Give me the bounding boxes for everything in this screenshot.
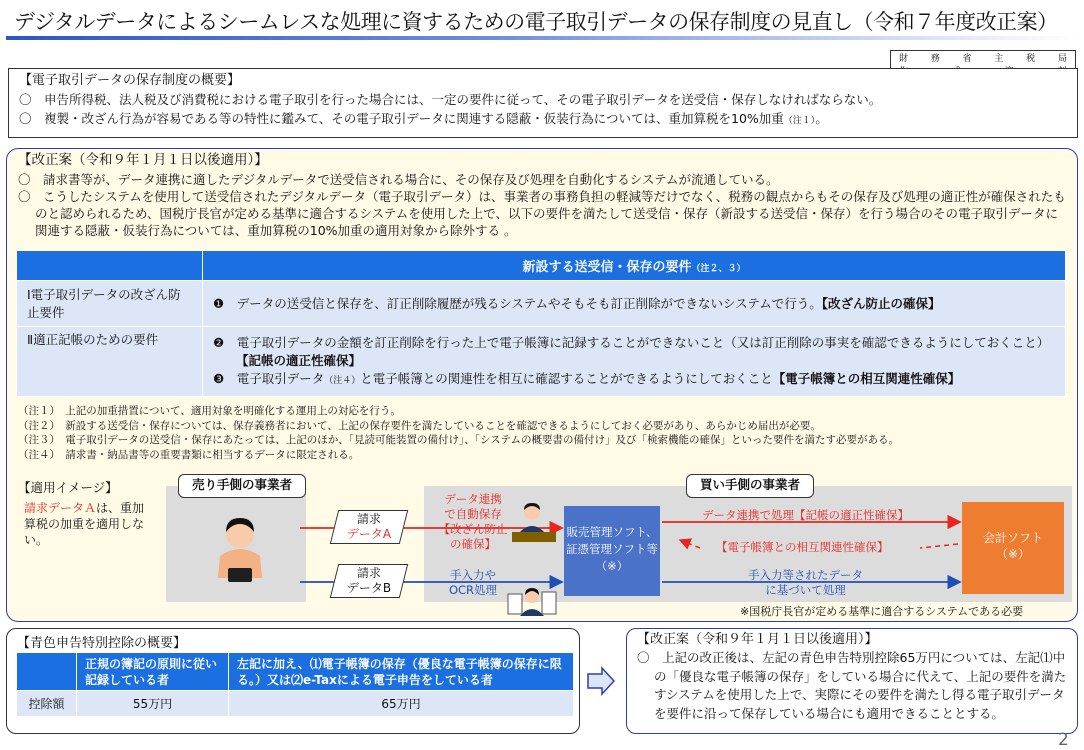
overview-line2: 〇 複製・改ざん行為が容易である等の特性に鑑みて、その電子取引データに関連する隠蔽・仮装行為については、重加算税を10%加重（注１）。 (19, 111, 828, 126)
footnote-1: （注１） 上記の加重措置について、適用対象を明確化する運用上の対応を行う。 (18, 405, 401, 417)
auto-save-label: データ連携 で自動保存 【改ざん防止 の確保】 (438, 492, 508, 551)
cross-reference-label: 【電子帳簿との相互関連性確保】 (716, 540, 889, 554)
blue-return-col1: 正規の簿記の原則に従い記録している者 (77, 653, 229, 691)
proposal-heading: 【改正案（令和９年１月１日以後適用）】 (18, 152, 268, 168)
overview-box (8, 68, 1078, 138)
requirements-header-blank (17, 251, 203, 281)
accounting-software: 会計ソフト （※） (962, 502, 1064, 594)
blue-return-heading: 【青色申告特別控除の概要】 (17, 636, 187, 651)
overview-heading: 【電子取引データの保存制度の概要】 (19, 73, 241, 88)
invoice-data-b: 請求 データB (330, 564, 408, 598)
requirement-label-1: Ⅰ電子取引データの改ざん防止要件 (17, 281, 203, 327)
requirements-table (16, 250, 1066, 397)
requirement-text-2: ❷ 電子取引データの金額を訂正削除を行った上で電子帳簿に記録することができないこと（又は訂正削除の事実を確認できるようにしておくこと）【記帳の適正性確保】 ❸ 電子取引データ（注４）と電子帳簿との関連性を相互に確認することができるようにしておくこと【電子帳簿との相互関連性確保】 (203, 327, 1066, 397)
sales-management-software: 販売管理ソフト、 証憑管理ソフト等 （※） (564, 506, 660, 596)
proposal-para1: 〇 請求書等が、データ連携に適したデジタルデータで送受信される場合に、その保存及び処理を自動化するシステムが流通している。 (18, 172, 779, 187)
footnote-2: （注２） 新設する送受信・保存については、保存義務者において、上記の保存要件を満たしていることを確認できるようにしておく必要があり、あらかじめ届出が必要。 (18, 419, 821, 432)
requirement-text-1: ❶ データの送受信と保存を、訂正削除履歴が残るシステムやそもそも訂正削除ができないシステムで行う。【改ざん防止の確保】 (203, 281, 1066, 327)
footnote-4: （注４） 請求書・納品書等の重要書類に相当するデータに限定される。 (18, 448, 360, 461)
invoice-data-a: 請求 データA (330, 510, 408, 544)
proposal-para2: 〇 こうしたシステムを使用して送受信されたデジタルデータ（電子取引データ）は、事業者の事務負担の軽減等だけでなく、税務の観点からもその保存及び処理の適正性が確保されたものと認められるため、国税庁長官が定める基準に適合するシステムを使用した上で、以下の要件を満たして送受信・保存（新設する送受信・保存）を行う場合のその電子取引データに関連する隠蔽・仮装行為については、重加算税の10%加重の適用対象から除外する 。 (18, 189, 1066, 238)
image-heading: 【適用イメージ】 (18, 480, 118, 495)
buyer-label: 買い手側の事業者 (686, 474, 814, 498)
busy-worker-icon (506, 586, 558, 618)
proposal-text (18, 152, 1070, 239)
blue-return-table (16, 652, 574, 717)
revision-text: 〇 上記の改正後は、左記の青色申告特別控除65万円については、左記⑴中の「優良な電子帳簿の保存」をしている場合に代えて、上記の要件を満たすシステムを使用した上で、実際にその要件を満たし得る電子取引データを要件に沿って保存している場合にも適用できることとする。 (637, 650, 1067, 721)
deduction-label: 控除額 (17, 691, 77, 717)
manual-processing-label: 手入力等されたデータ に基づいて処理 (748, 568, 863, 597)
title-underline (6, 36, 1078, 40)
system-requirement-note: ※国税庁長官が定める基準に適合するシステムである必要 (740, 605, 1024, 618)
footnote-3: （注３） 電子取引データの送受信・保存にあたっては、上記のほか、「見読可能装置の備付け」、「システムの概要書の備付け」及び「検索機能の確保」といった要件を満たす必要がある。 (18, 434, 899, 447)
page-title: デジタルデータによるシームレスな処理に資するための電子取引データの保存制度の見直し（令和７年度改正案） (14, 10, 1058, 34)
office-worker-icon (512, 500, 558, 546)
revision-heading: 【改正案（令和９年１月１日以後適用）】 (637, 632, 878, 647)
deduction-value-2: 65万円 (229, 691, 574, 717)
image-note: 請求データＡは、重加算税の加重を適用しない。 (24, 501, 145, 547)
blue-return-header-blank (17, 653, 77, 691)
deduction-value-1: 55万円 (77, 691, 229, 717)
source-stamp-row1: 財 務 省 主 税 局 (899, 54, 1067, 64)
data-link-processing-label: データ連携で処理【記帳の適正性確保】 (702, 508, 909, 522)
footnotes (18, 404, 1068, 462)
page-number: 2 (1058, 730, 1069, 750)
revision-box (626, 628, 1078, 734)
requirements-header: 新設する送受信・保存の要件（注２、３） (203, 251, 1066, 281)
overview-line1: 〇 申告所得税、法人税及び消費税における電子取引を行った場合には、一定の要件に従って、その電子取引データを送受信・保存しなければならない。 (19, 92, 882, 107)
manual-input-label: 手入力や OCR処理 (448, 568, 498, 597)
seller-label: 売り手側の事業者 (178, 474, 306, 498)
seller-person-icon (212, 512, 268, 588)
blue-return-col2: 左記に加え、⑴電子帳簿の保存（優良な電子帳簿の保存に限る。）又は⑵e-Taxによる電子申告をしている者 (229, 653, 574, 691)
right-arrow-icon (586, 666, 616, 696)
requirement-label-2: Ⅱ適正記帳のための要件 (17, 327, 203, 397)
